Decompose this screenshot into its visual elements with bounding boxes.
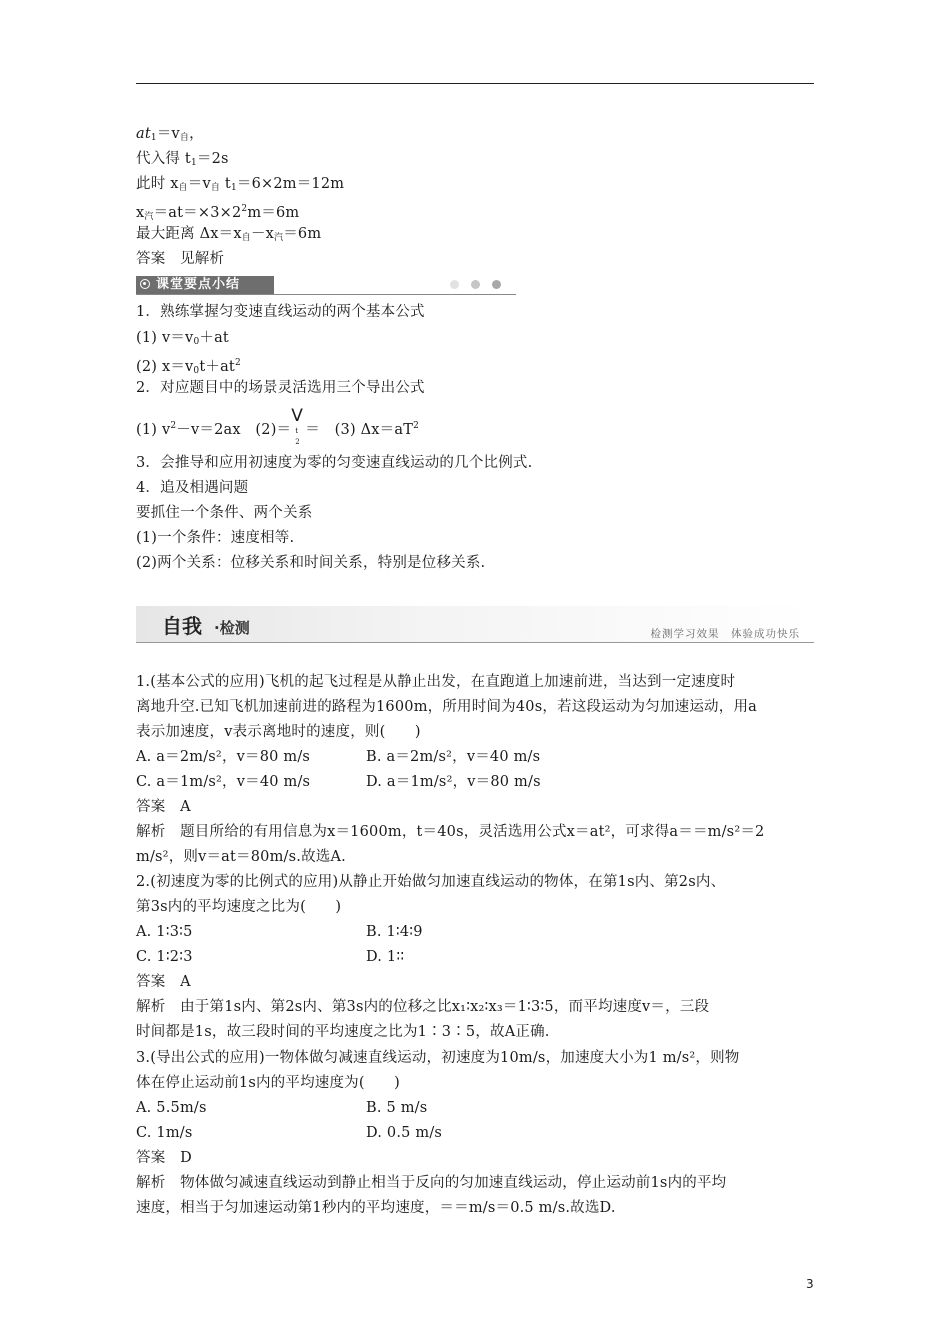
summary-point-5: 要抓住一个条件、两个关系 [136,505,313,521]
summary-banner-title: 课堂要点小结 [156,277,241,292]
q2-option-c: C. 1∶2∶3 [136,949,193,965]
q1-option-d: D. a＝1m/s²，v＝80 m/s [366,774,541,790]
q2-line-2: 第3s内的平均速度之比为( ) [136,899,342,915]
summary-formula-1: (1) $v=v_0+at$ [136,330,229,347]
q2-option-b: B. 1∶4∶9 [366,924,423,940]
q3-explanation-2: 速度，相当于匀加速运动第1秒内的平均速度，＝＝m/s＝0.5 m/s.故选D. [136,1200,616,1216]
q3-answer: 答案 D [136,1150,192,1166]
q2-answer: 答案 A [136,974,191,990]
derivation-answer: 答案 见解析 [136,251,225,267]
q1-answer: 答案 A [136,799,191,815]
q3-explanation-1: 解析 物体做匀减速直线运动到静止相当于反向的匀加速直线运动，停止运动前1s内的平均 [136,1175,727,1191]
derivation-line-3: 此时 $x_自=v_自$ $t_1=6\times 2m=12m$ [136,176,345,193]
summary-point-6: (1)一个条件：速度相等. [136,530,295,546]
self-test-header-rule [136,642,814,643]
velocity-subscript: V t 2 [291,406,304,446]
self-test-title: 自我 [162,614,202,638]
summary-banner [136,276,274,294]
q3-line-1: 3.(导出公式的应用)一物体做匀减速直线运动，初速度为10m/s，加速度大小为1 m/s²，则物 [136,1050,740,1066]
q3-option-b: B. 5 m/s [366,1100,428,1116]
self-test-subtitle: ·检测 [214,619,250,637]
summary-point-3: 3．会推导和应用初速度为零的匀变速直线运动的几个比例式. [136,455,533,471]
header-rule [136,83,814,84]
q1-option-a: A. a＝2m/s²，v＝80 m/s [136,749,311,765]
q2-explanation-1: 解析 由于第1s内、第2s内、第3s内的位移之比x₁∶x₂∶x₃＝1∶3∶5，而平均速度v＝，三段 [136,999,710,1015]
q3-option-c: C. 1m/s [136,1125,193,1141]
q2-line-1: 2.(初速度为零的比例式的应用)从静止开始做匀加速直线运动的物体，在第1s内、第2s内、 [136,874,726,890]
dot-icon [471,280,480,289]
q1-line-2: 离地升空.已知飞机加速前进的路程为1600m，所用时间为40s，若这段运动为匀加速运动，用a [136,699,757,715]
q1-line-1: 1.(基本公式的应用)飞机的起飞过程是从静止出发，在直跑道上加速前进，当达到一定速度时 [136,674,736,690]
derivation-line-5: 最大距离 $\Delta x=x_自-x_汽=6m$ [136,226,322,243]
target-bullet-icon [140,279,150,289]
q2-option-d: D. 1∶∶ [366,949,405,965]
q1-option-c: C. a＝1m/s²，v＝40 m/s [136,774,311,790]
q2-explanation-2: 时间都是1s，故三段时间的平均速度之比为1∶3∶5，故A正确. [136,1024,550,1040]
summary-derived-formulas: (1) $v^2-v=2ax$ (2)＝ V t 2 ＝ (3) $\Delta x=aT^2$ [136,406,420,446]
q2-option-a: A. 1∶3∶5 [136,924,193,940]
summary-point-2: 2．对应题目中的场景灵活选用三个导出公式 [136,380,425,396]
summary-underline [136,294,516,295]
page-number: 3 [806,1277,814,1291]
q3-option-d: D. 0.5 m/s [366,1125,443,1141]
q3-line-2: 体在停止运动前1s内的平均速度为( ) [136,1075,400,1091]
q3-option-a: A. 5.5m/s [136,1100,207,1116]
q1-explanation-1: 解析 题目所给的有用信息为x＝1600m，t＝40s，灵活选用公式x＝at²，可求得a＝＝m/s²＝2 [136,824,765,840]
q1-line-3: 表示加速度，v表示离地时的速度，则( ) [136,724,421,740]
summary-point-7: (2)两个关系：位移关系和时间关系，特别是位移关系. [136,555,486,571]
dot-icon [450,280,459,289]
dot-icon [492,280,501,289]
self-test-slogan: 检测学习效果 体验成功快乐 [650,628,800,640]
q1-option-b: B. a＝2m/s²，v＝40 m/s [366,749,541,765]
summary-point-1: 1．熟练掌握匀变速直线运动的两个基本公式 [136,304,425,320]
q1-explanation-2: m/s²，则v＝at＝80m/s.故选A. [136,849,346,865]
derivation-line-1: $at_1=v_自$， [136,126,204,143]
derivation-line-2: 代入得 $t_1=2s$ [136,151,229,168]
summary-formula-2: (2) $x=v_0t+at^2$ [136,358,241,376]
derivation-line-4: $x_汽=at=\times 3\times 2^2m=6m$ [136,204,300,222]
summary-point-4: 4．追及相遇问题 [136,480,249,496]
